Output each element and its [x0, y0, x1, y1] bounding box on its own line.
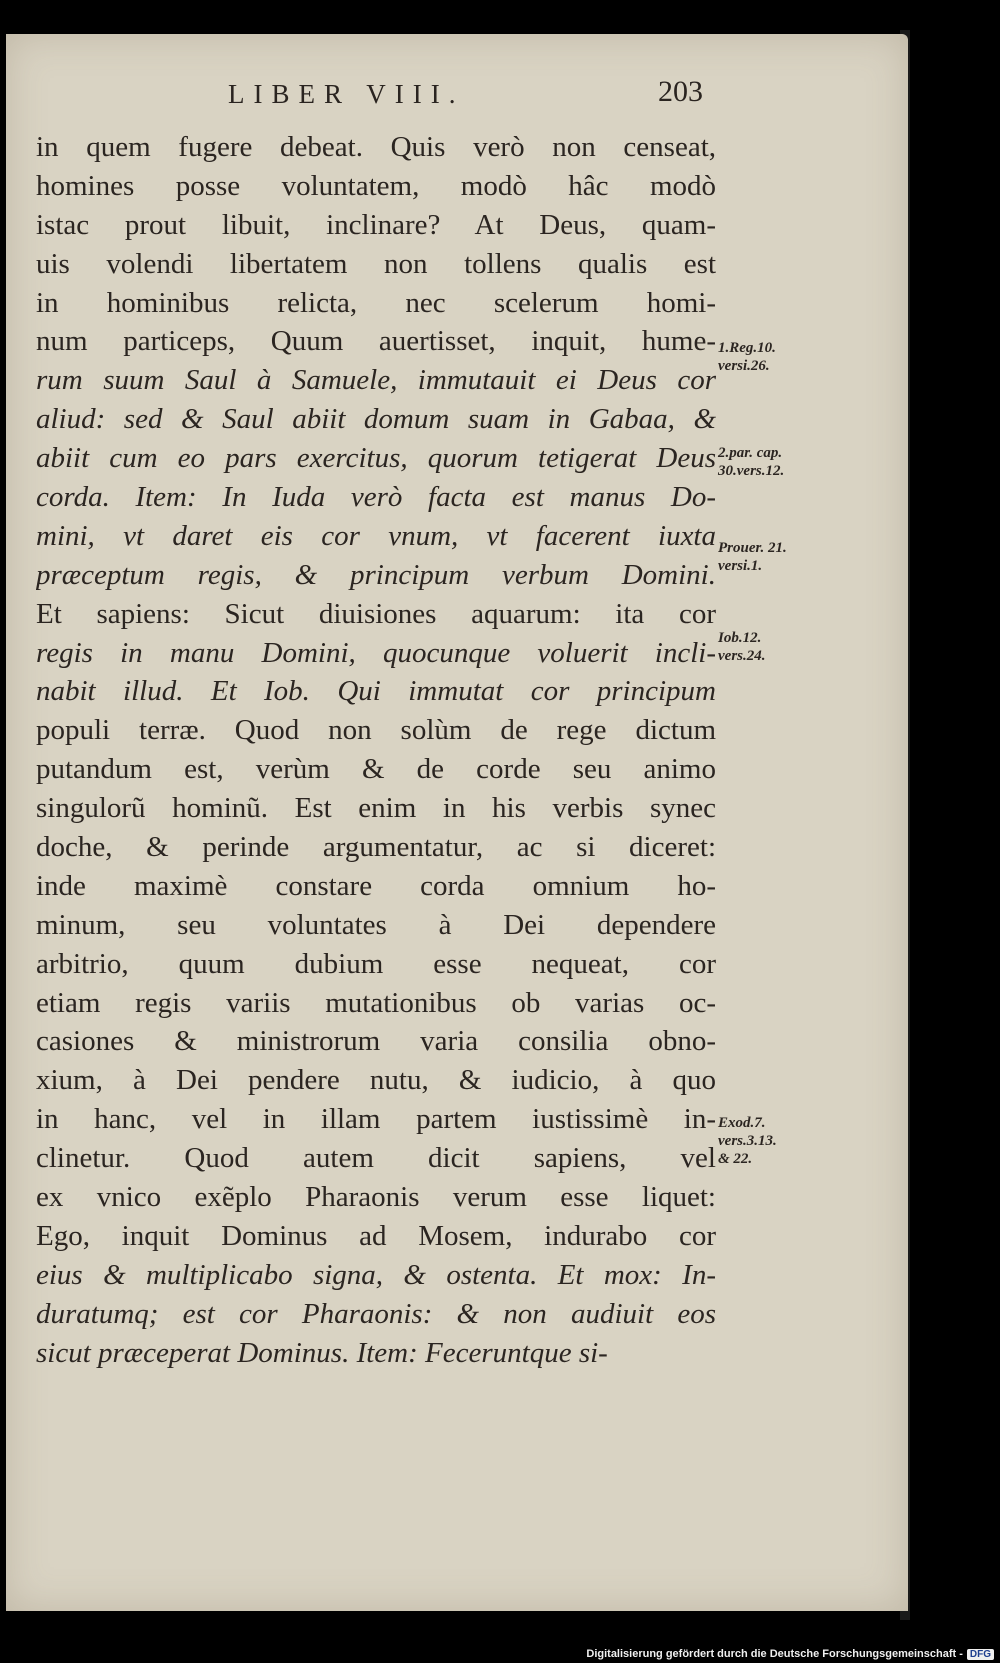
text-line: ex vnico exẽplo Pharaonis verum esse liquet:: [36, 1181, 716, 1214]
text-line: inde maximè constare corda omnium ho-: [36, 869, 716, 902]
running-title: LIBER VIII.: [228, 79, 465, 109]
text-line: corda. Item: In Iuda verò facta est manus Do-: [36, 481, 716, 514]
body-text: [36, 128, 716, 1373]
text-line: in quem fugere debeat. Quis verò non censeat,: [36, 131, 716, 163]
text-line: mini, vt daret eis cor vnum, vt facerent iuxta: [36, 519, 716, 552]
credit-text: Digitalisierung gefördert durch die Deutsche Forschungsgemeinschaft -: [586, 1648, 963, 1660]
margin-note: Exod.7. vers.3.13. & 22.: [718, 1115, 777, 1167]
digitization-credit: [586, 1645, 994, 1663]
text-line: etiam regis variis mutationibus ob varias oc-: [36, 986, 716, 1019]
text-line: num particeps, Quum auertisset, inquit, hume-: [36, 325, 716, 358]
text-line: aliud: sed & Saul abiit domum suam in Gabaa, &: [36, 403, 716, 436]
text-line: istac prout libuit, inclinare? At Deus, quam-: [36, 208, 716, 241]
text-line: arbitrio, quum dubium esse nequeat, cor: [36, 947, 716, 980]
text-line: putandum est, verùm & de corde seu animo: [36, 753, 716, 786]
dfg-logo: DFG: [967, 1649, 994, 1660]
text-line: rum suum Saul à Samuele, immutauit ei Deus cor: [36, 364, 716, 397]
text-line: casiones & ministrorum varia consilia obno-: [36, 1025, 716, 1058]
text-line: minum, seu voluntates à Dei dependere: [36, 908, 716, 941]
text-line: duratumq; est cor Pharaonis: & non audiuit eos: [36, 1297, 716, 1330]
text-line: Et sapiens: Sicut diuisiones aquarum: ita cor: [36, 597, 716, 630]
page-header: [6, 75, 908, 119]
text-line: homines posse voluntatem, modò hâc modò: [36, 169, 716, 202]
text-line: singulorũ hominũ. Est enim in his verbis synec: [36, 792, 716, 825]
book-page: [6, 34, 908, 1611]
text-line: nabit illud. Et Iob. Qui immutat cor principum: [36, 675, 716, 708]
margin-note: 2.par. cap. 30.vers.12.: [718, 445, 785, 479]
text-line: clinetur. Quod autem dicit sapiens, vel: [36, 1142, 716, 1175]
margin-note: Prouer. 21. versi.1.: [718, 540, 787, 574]
page-number: 203: [658, 75, 703, 108]
text-line: xium, à Dei pendere nutu, & iudicio, à quo: [36, 1064, 716, 1097]
text-line: in hanc, vel in illam partem iustissimè in-: [36, 1103, 716, 1136]
margin-note: 1.Reg.10. versi.26.: [718, 340, 776, 374]
text-line: præceptum regis, & principum verbum Domini.: [36, 558, 716, 591]
text-line: Ego, inquit Dominus ad Mosem, indurabo cor: [36, 1219, 716, 1252]
text-line: in hominibus relicta, nec scelerum homi-: [36, 286, 716, 319]
text-line: uis volendi libertatem non tollens qualis est: [36, 247, 716, 280]
text-line: eius & multiplicabo signa, & ostenta. Et mox: In-: [36, 1258, 716, 1291]
text-line: populi terræ. Quod non solùm de rege dictum: [36, 714, 716, 747]
text-line: doche, & perinde argumentatur, ac si diceret:: [36, 831, 716, 864]
text-line: abiit cum eo pars exercitus, quorum tetigerat Deus: [36, 442, 716, 475]
margin-note: Iob.12. vers.24.: [718, 630, 766, 664]
text-line: sicut præceperat Dominus. Item: Feceruntque si-: [36, 1336, 608, 1369]
text-line: regis in manu Domini, quocunque voluerit incli-: [36, 636, 716, 669]
